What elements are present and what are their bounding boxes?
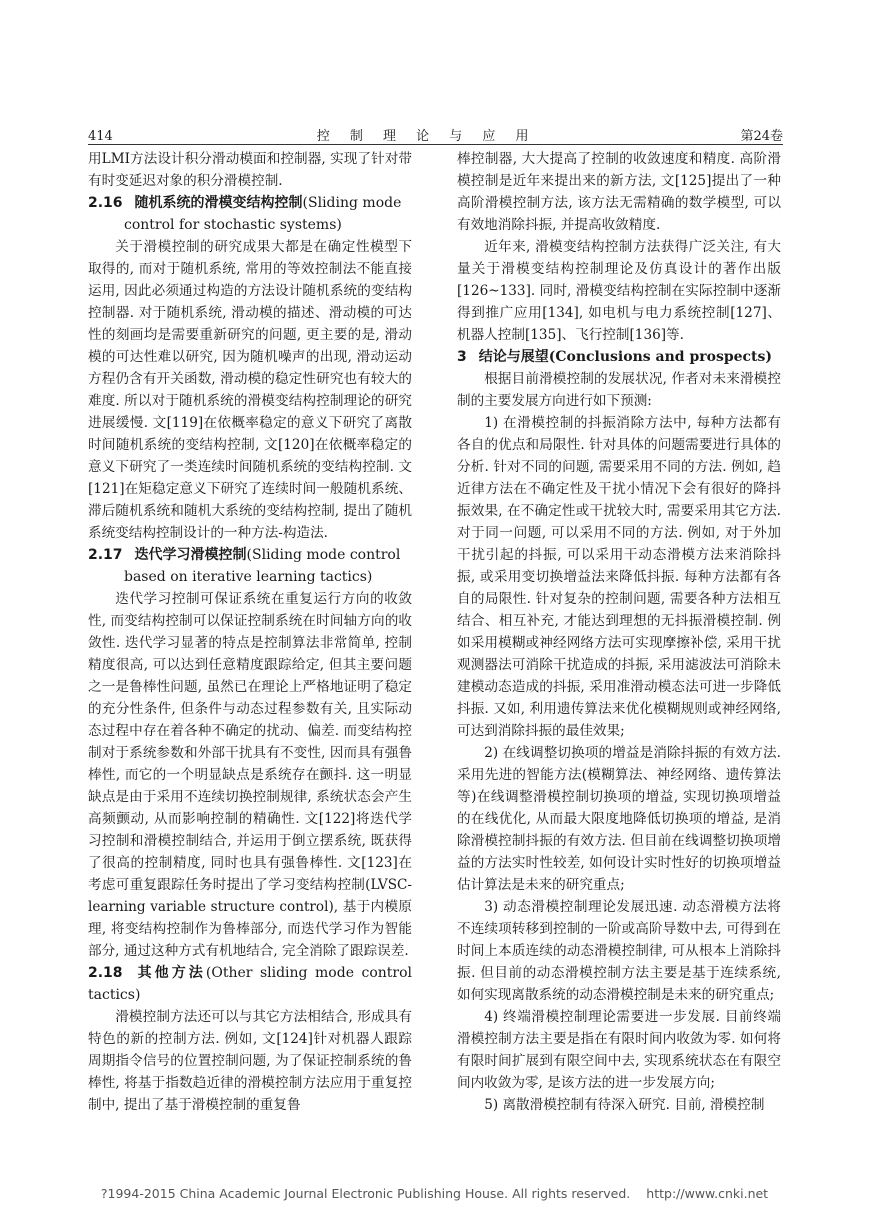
section-title-en: (Sliding mode control [246, 547, 401, 563]
list-item: 1) 在滑模控制的抖振消除方法中, 每种方法都有各自的优点和局限性. 针对具体的问题需要进行具体的分析. 针对不同的问题, 需要采用不同的方法. 例如, 趋近律方法在不确定性及干扰小情况下会有很好的降抖振效果, 在不确定性或干扰较大时, 需要采用其它方法. 对于同一问题, 可以采用不同的方法. 例如, 对于外加干扰引起的抖振, 可以采用干动态滑模方法来消除抖振, 或采用变切换增益法来降低抖振. 每种方法都有各自的局限性. 针对复杂的控制问题, 需要各种方法相互结合、相互补充, 才能达到理想的无抖振滑模控制. 例如采用模糊或神经网络方法可实现摩擦补偿, 采用干扰观测器法可消除干扰造成的抖振, 采用滤波法可消除未建模动态造成的抖振, 采用准滑动模态法可进一步降低抖振. 又如, 利用遗传算法来优化模糊规则或神经网络, 可达到消除抖振的最佳效果; [457, 415, 781, 739]
paragraph: 近年来, 滑模变结构控制方法获得广泛关注, 有大量关于滑模变结构控制理论及仿真设计的著作出版[126~133]. 同时, 滑模变结构控制在实际控制中逐渐得到推广应用[134], 如电机与电力系统控制[127]、机器人控制[135]、飞行控制[136]等. [457, 239, 781, 343]
section-title-zh: 其他方法 [134, 965, 206, 981]
list-item: 4) 终端滑模控制理论需要进一步发展. 目前终端滑模控制方法主要是指在有限时间内收敛为零. 如何将有限时间扩展到有限空间中去, 实现系统状态在有限空间内收敛为零, 是该方法的进一步发展方向; [457, 1009, 781, 1091]
section-number: 2.17 [88, 547, 123, 563]
section-title-en: (Sliding mode [302, 195, 402, 211]
header-rule [88, 144, 783, 145]
right-column [457, 148, 781, 1116]
copyright-footer [0, 1186, 869, 1201]
section-title-zh: 随机系统的滑模变结构控制 [134, 195, 303, 211]
list-item: 5) 离散滑模控制有待深入研究. 目前, 滑模控制 [484, 1097, 765, 1113]
section-title-en-cont: based on iterative learning tactics) [124, 569, 373, 585]
paragraph: 关于滑模控制的研究成果大都是在确定性模型下取得的, 而对于随机系统, 常用的等效控制法不能直接运用, 因此必须通过构造的方法设计随机系统的变结构控制器. 对于随机系统, 滑动模的描述、滑动模的可达性的刻画均是需要重新研究的问题, 更主要的是, 滑动模的可达性难以研究, 因为随机噪声的出现, 滑动运动方程仍含有开关函数, 滑动模的稳定性研究也有较大的难度. 所以对于随机系统的滑模变结构控制理论的研究进展缓慢. 文[119]在依概率稳定的意义下研究了离散时间随机系统的变结构控制, 文[120]在依概率稳定的意义下研究了一类连续时间随机系统的变结构控制. 文[121]在矩稳定意义下研究了连续时间一般随机系统、滞后随机系统和随机大系统的变结构控制, 提出了随机系统变结构控制设计的一种方法-构造法. [88, 239, 412, 541]
journal-title: 控 制 理 论 与 应 用 [316, 129, 537, 144]
volume-label: 第24卷 [740, 129, 783, 144]
list-item: 2) 在线调整切换项的增益是消除抖振的有效方法. 采用先进的智能方法(模糊算法、神经网络、遗传算法等)在线调整滑模控制切换项的增益, 实现切换项增益的在线优化, 从而最大限度地降低切换项的增益, 是消除滑模控制抖振的有效方法. 但目前在线调整切换项增益的方法实时性较差, 如何设计实时性好的切换项增益估计算法是未来的研究重点; [457, 745, 781, 893]
section-heading-3 [457, 346, 781, 368]
page-number: 414 [88, 129, 113, 144]
section-title-zh: 迭代学习滑模控制 [134, 547, 247, 563]
copyright-text: ?1994-2015 China Academic Journal Electronic Publishing House. All rights reserved. [100, 1186, 631, 1201]
paragraph: 滑模控制方法还可以与其它方法相结合, 形成具有特色的新的控制方法. 例如, 文[124]针对机器人跟踪周期指令信号的位置控制问题, 为了保证控制系统的鲁棒性, 将基于指数趋近律的滑模控制方法应用于重复控制中, 提出了基于滑模控制的重复鲁 [88, 1009, 412, 1113]
section-title-zh: 结论与展望 [478, 349, 549, 365]
section-heading-2-17 [88, 544, 412, 588]
section-title-en-cont: control for stochastic systems) [124, 217, 342, 233]
footer-url: http://www.cnki.net [646, 1186, 769, 1201]
left-column [88, 148, 412, 1116]
section-heading-2-16 [88, 192, 412, 236]
section-number: 2.18 [88, 965, 123, 981]
running-header [88, 124, 783, 144]
paragraph: 根据目前滑模控制的发展状况, 作者对未来滑模控制的主要发展方向进行如下预测: [457, 371, 781, 409]
section-number: 2.16 [88, 195, 123, 211]
list-item: 3) 动态滑模控制理论发展迅速. 动态滑模方法将不连续项转移到控制的一阶或高阶导数中去, 可得到在时间上本质连续的动态滑模控制律, 可从根本上消除抖振. 但目前的动态滑模控制方法主要是基于连续系统, 如何实现离散系统的动态滑模控制是未来的研究重点; [457, 899, 781, 1003]
paragraph: 用LMI方法设计积分滑动模面和控制器, 实现了针对带有时变延迟对象的积分滑模控制. [88, 151, 412, 189]
paragraph: 棒控制器, 大大提高了控制的收敛速度和精度. 高阶滑模控制是近年来提出来的新方法, 文[125]提出了一种高阶滑模控制方法, 该方法无需精确的数学模型, 可以有效地消除抖振, 并提高收敛精度. [457, 151, 781, 233]
paragraph: 迭代学习控制可保证系统在重复运行方向的收敛性, 而变结构控制可以保证控制系统在时间轴方向的收敛性. 迭代学习显著的特点是控制算法非常简单, 控制精度很高, 可以达到任意精度跟踪给定, 但其主要问题之一是鲁棒性问题, 虽然已在理论上严格地证明了稳定的充分性条件, 但条件与动态过程参数有关, 且实际动态过程中存在着各种不确定的扰动、偏差. 而变结构控制对于系统参数和外部干扰具有不变性, 因而具有强鲁棒性, 而它的一个明显缺点是系统存在颤抖. 这一明显缺点是由于采用不连续切换控制规律, 系统状态会产生高频颤动, 从而影响控制的精确性. 文[122]将迭代学习控制和滑模控制结合, 并运用于倒立摆系统, 既获得了很高的控制精度, 同时也具有强鲁棒性. 文[123]在考虑可重复跟踪任务时提出了学习变结构控制(LVSC-learning variable structure control), 基于内模原理, 将变结构控制作为鲁棒部分, 而迭代学习作为智能部分, 通过这种方式有机地结合, 完全消除了跟踪误差. [88, 591, 412, 959]
section-number: 3 [457, 349, 467, 365]
section-heading-2-18 [88, 962, 412, 1006]
section-title-en: (Conclusions and prospects) [548, 349, 773, 365]
section-title-en: (Other sliding mode control tactics) [88, 965, 412, 1003]
